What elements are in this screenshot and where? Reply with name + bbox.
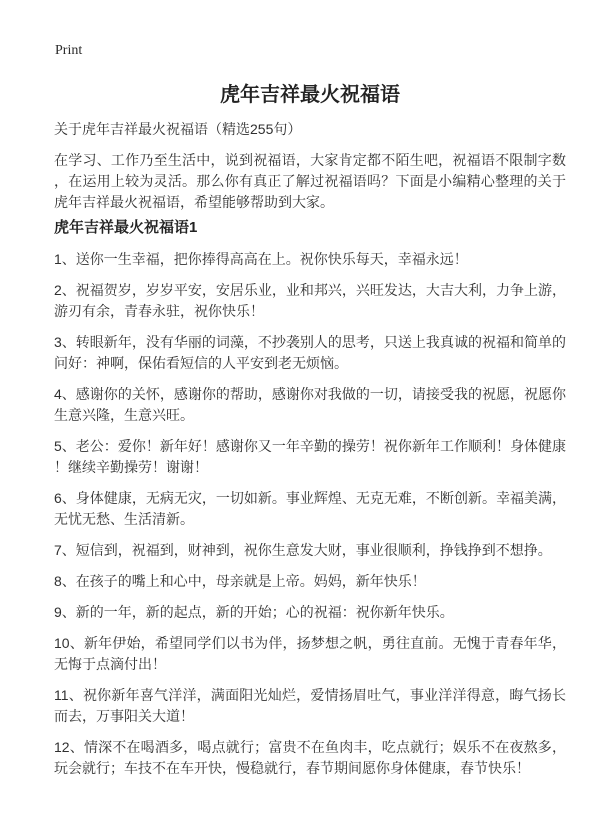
blessing-item: 2、祝福贺岁，岁岁平安，安居乐业，业和邦兴，兴旺发达，大吉大利，力争上游，游刃有余，青春永驻，祝你快乐！	[54, 282, 566, 319]
blessing-item: 11、祝你新年喜气洋洋，满面阳光灿烂，爱情扬眉吐气，事业洋洋得意，晦气扬长而去，万事阳关大道！	[54, 687, 566, 724]
section-heading: 虎年吉祥最火祝福语1	[54, 219, 198, 236]
blessing-item: 7、短信到，祝福到，财神到，祝你生意发大财，事业很顺利，挣钱挣到不想挣。	[54, 542, 552, 558]
page-title: 虎年吉祥最火祝福语	[220, 84, 400, 106]
blessing-item: 6、身体健康，无病无灾，一切如新。事业辉煌、无克无难，不断创新。幸福美满，无忧无愁、生活清新。	[54, 490, 566, 527]
blessing-item: 4、感谢你的关怀，感谢你的帮助，感谢你对我做的一切，请接受我的祝愿，祝愿你生意兴隆，生意兴旺。	[54, 386, 566, 423]
print-link[interactable]: Print	[55, 43, 83, 58]
blessing-item: 10、新年伊始，希望同学们以书为伴，扬梦想之帆，勇往直前。无愧于青春年华，无悔于点滴付出！	[54, 635, 566, 672]
blessing-list	[54, 249, 566, 779]
blessing-item: 8、在孩子的嘴上和心中，母亲就是上帝。妈妈，新年快乐！	[54, 573, 426, 589]
page-subtitle: 关于虎年吉祥最火祝福语（精选255句）	[54, 121, 302, 137]
intro-paragraph: 在学习、工作乃至生活中，说到祝福语，大家肯定都不陌生吧，祝福语不限制字数，在运用上较为灵活。那么你有真正了解过祝福语吗？下面是小编精心整理的关于虎年吉祥最火祝福语，希望能够帮助到大家。	[54, 152, 566, 210]
blessing-item: 5、老公：爱你！新年好！感谢你又一年辛勤的操劳！祝你新年工作顺利！身体健康！继续辛勤操劳！谢谢！	[54, 438, 566, 475]
blessing-item: 3、转眼新年，没有华丽的词藻，不抄袭别人的思考，只送上我真诚的祝福和简单的问好：神啊，保佑看短信的人平安到老无烦恼。	[54, 334, 566, 371]
blessing-item: 9、新的一年，新的起点，新的开始；心的祝福：祝你新年快乐。	[54, 604, 454, 620]
blessing-item: 1、送你一生幸福，把你捧得高高在上。祝你快乐每天，幸福永远！	[54, 251, 468, 267]
blessing-item: 12、情深不在喝酒多，喝点就行；富贵不在鱼肉丰，吃点就行；娱乐不在夜熬多，玩会就行；车技不在车开快，慢稳就行，春节期间愿你身体健康，春节快乐！	[54, 739, 566, 776]
